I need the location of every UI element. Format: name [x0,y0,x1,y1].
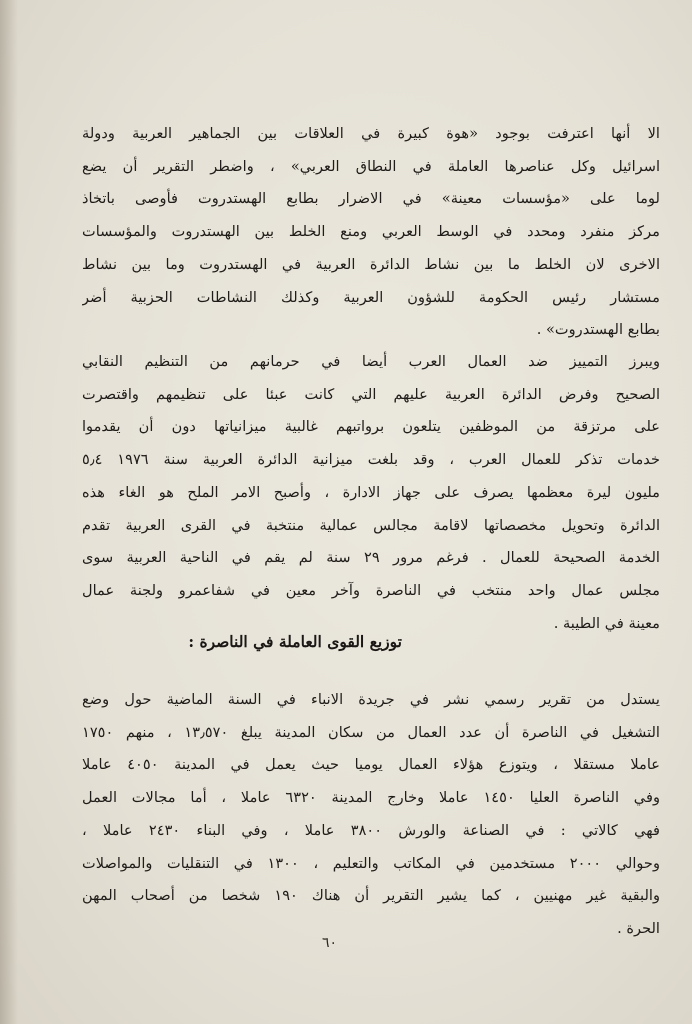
text-line: معينة في الطيبة . [553,614,660,632]
text-line: مليون ليرة معظمها يصرف على جهاز الادارة ، وأصبح الامر الملح هو الغاء هذه [82,483,660,501]
text-line: مركز منفرد ومحدد في الوسط العربي ومنع الخلط بين الهستدروت والمؤسسات [82,223,660,241]
text-line: وحوالي ٢٠٠٠ مستخدمين في المكاتب والتعليم ، ١٣٠٠ في التنقليات والمواصلات [82,854,660,872]
text-line: مجلس عمال واحد منتخب في الناصرة وآخر معين في شفاعمرو ولجنة عمال [82,581,660,599]
section-heading: توزيع القوى العاملة في الناصرة : [188,632,402,651]
page-number: ٦٠ [322,935,338,951]
text-line: الا أنها اعترفت بوجود «هوة كبيرة في العلاقات بين الجماهير العربية ودولة [82,125,660,142]
text-line: على مرتزقة من الموظفين يتلعون برواتبهم غالبية ميزانياتها دون أن يقدموا [82,418,660,436]
text-line: بطابع الهستدروت» . [536,321,660,339]
text-line: الاخرى لان الخلط ما بين نشاط الدائرة العربية في الهستدروت وما بين نشاط [82,255,660,273]
text-line: ويبرز التمييز ضد العمال العرب أيضا في حرمانهم من التنظيم النقابي [82,353,660,370]
text-line: اسرائيل وكل عناصرها العاملة في النطاق العربي» ، واضطر التقرير أن يضع [82,157,660,175]
text-line: التشغيل في الناصرة أن عدد العمال من سكان المدينة يبلغ ١٣٫٥٧٠ ، منهم ١٧٥٠ [82,723,660,741]
text-line: والبقية غير مهنيين ، كما يشير التقرير أن هناك ١٩٠ شخصا من أصحاب المهن [82,887,660,905]
text-line: الحرة . [617,919,660,937]
text-line: فهي كالاتي : في الصناعة والورش ٣٨٠٠ عاملا ، وفي البناء ٢٤٣٠ عاملا ، [82,821,660,839]
text-line: مستشار رئيس الحكومة للشؤون العربية وكذلك النشاطات الحزبية أضر [82,288,660,306]
text-line: الخدمة الصحيحة للعمال . فرغم مرور ٢٩ سنة لم يقم في الناحية العربية سوى [82,549,660,567]
text-line: الصحيح وفرض الدائرة العربية عليهم التي كانت عبئا على تنظيمهم واقتصرت [82,385,660,403]
text-line: الدائرة وتحويل مخصصاتها لاقامة مجالس عمالية منتخبة في القرى العربية تقدم [82,516,660,534]
paragraph-2 [82,346,660,640]
paragraph-3 [82,684,660,946]
text-line: يستدل من تقرير رسمي نشر في جريدة الانباء في السنة الماضية حول وضع [82,691,660,708]
text-line: عاملا مستقلا ، ويتوزع هؤلاء العمال يوميا حيث يعمل في المدينة ٤٠٥٠ عاملا [82,756,660,774]
text-line: لوما على «مؤسسات معينة» في الاضرار بطابع الهستدروت فأوصى باتخاذ [82,190,660,208]
page-edge-shadow [0,0,18,1024]
text-line: خدمات تذكر للعمال العرب ، وقد بلغت ميزانية الدائرة العربية سنة ١٩٧٦ ٥٫٤ [82,451,660,469]
paragraph-1 [82,118,660,347]
text-line: وفي الناصرة العليا ١٤٥٠ عاملا وخارج المدينة ٦٣٢٠ عاملا ، أما مجالات العمل [82,789,660,807]
